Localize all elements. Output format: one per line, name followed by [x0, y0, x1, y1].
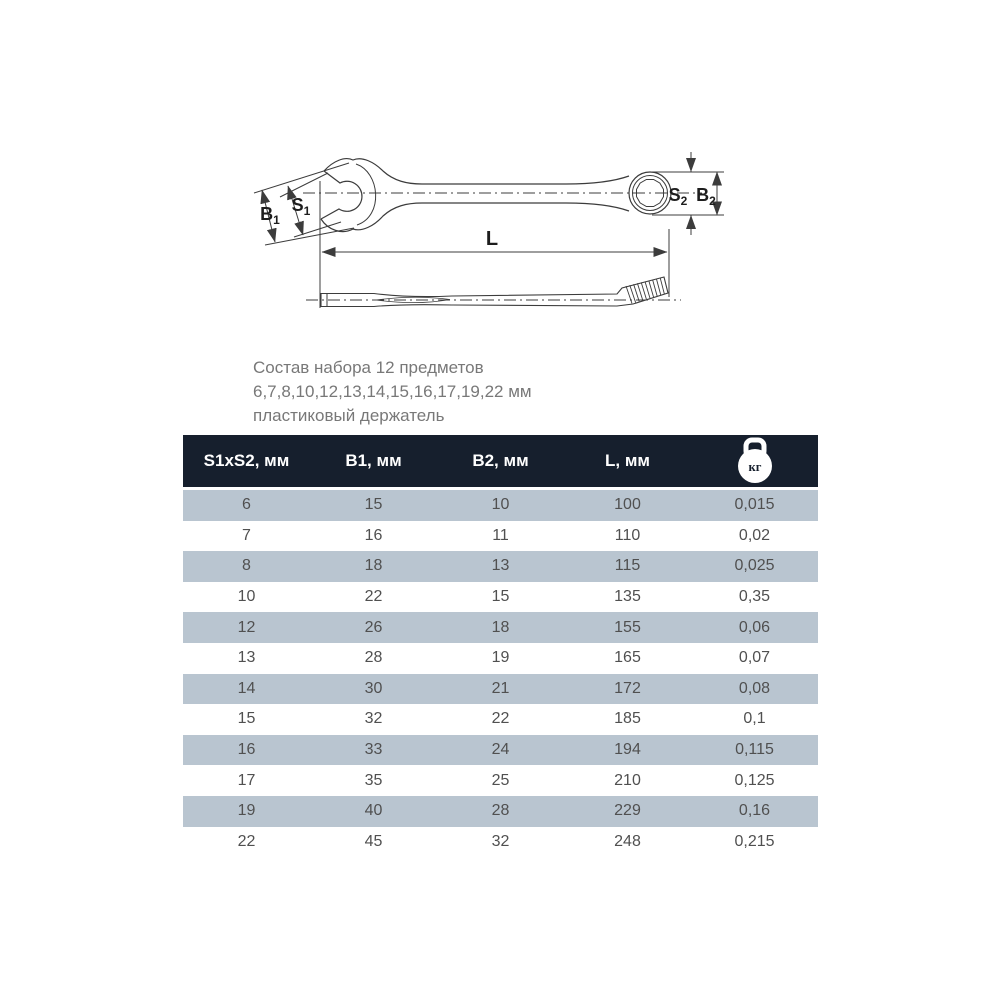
table-cell: 18: [491, 618, 510, 636]
table-cell: 45: [364, 832, 383, 850]
table-row: [183, 521, 818, 552]
wrench-dimension-diagram: [0, 0, 1000, 340]
table-cell: 22: [491, 710, 510, 728]
table-cell: 15: [237, 710, 256, 728]
table-cell: 15: [364, 496, 383, 514]
table-cell: 15: [491, 588, 510, 606]
s1-label: $S_1$: [291, 195, 311, 218]
wrench-top-view: [303, 159, 702, 232]
table-row: [183, 735, 818, 766]
table-cell: 14: [237, 679, 256, 697]
col-header-b1: B1, мм: [345, 451, 402, 470]
table-cell: 6: [242, 496, 251, 514]
kettlebell-icon: [732, 437, 778, 485]
wrench-side-view: [306, 277, 681, 307]
table-cell: 24: [491, 741, 510, 759]
table-cell: 28: [364, 649, 383, 667]
table-cell: 172: [614, 679, 641, 697]
b2-label: $B_2$: [696, 185, 716, 208]
set-description: [253, 356, 532, 428]
table-cell: 135: [614, 588, 641, 606]
table-cell: 26: [364, 618, 383, 636]
table-cell: 0,1: [743, 710, 766, 728]
table-row: [183, 827, 818, 858]
table-cell: 0,215: [734, 832, 775, 850]
table-row: [183, 674, 818, 705]
table-cell: 155: [614, 618, 641, 636]
table-cell: 210: [614, 771, 641, 789]
table-row: [183, 704, 818, 735]
table-cell: 16: [364, 526, 383, 544]
table-cell: 185: [614, 710, 641, 728]
col-header-b2: B2, мм: [472, 451, 529, 470]
set-description-line3: пластиковый держатель: [253, 406, 445, 425]
table-cell: 13: [237, 649, 256, 667]
table-body: [183, 490, 818, 857]
table-cell: 12: [237, 618, 256, 636]
col-header-l: L, мм: [605, 451, 650, 470]
col-header-weight: [691, 437, 818, 485]
table-cell: 115: [614, 557, 641, 575]
table-cell: 0,08: [738, 679, 771, 697]
table-cell: 7: [242, 526, 251, 544]
table-cell: 110: [614, 526, 641, 544]
weight-unit-label: кг: [748, 460, 761, 474]
spec-table: [183, 435, 818, 857]
b1-label: $B_1$: [260, 204, 280, 227]
set-description-line2: 6,7,8,10,12,13,14,15,16,17,19,22 мм: [253, 382, 532, 401]
s2-label: $S_2$: [668, 185, 688, 208]
table-row: [183, 796, 818, 827]
table-cell: 22: [237, 832, 256, 850]
table-cell: 165: [614, 649, 641, 667]
table-cell: 25: [491, 771, 510, 789]
table-cell: 100: [614, 496, 641, 514]
table-cell: 0,16: [738, 802, 771, 820]
table-cell: 13: [491, 557, 510, 575]
table-cell: 10: [491, 496, 510, 514]
table-cell: 194: [614, 741, 641, 759]
table-row: [183, 490, 818, 521]
table-cell: 248: [614, 832, 641, 850]
table-cell: 0,06: [738, 618, 771, 636]
table-cell: 32: [491, 832, 510, 850]
table-cell: 0,115: [735, 741, 774, 759]
table-row: [183, 582, 818, 613]
table-cell: 28: [491, 802, 510, 820]
set-description-line1: Состав набора 12 предметов: [253, 358, 484, 377]
table-cell: 11: [492, 526, 509, 544]
table-cell: 35: [364, 771, 383, 789]
col-header-s1xs2: S1xS2, мм: [203, 451, 290, 470]
table-cell: 0,35: [738, 588, 771, 606]
table-cell: 8: [242, 557, 251, 575]
table-cell: 0,025: [734, 557, 775, 575]
table-cell: 0,02: [738, 526, 771, 544]
table-row: [183, 765, 818, 796]
table-cell: 0,015: [734, 496, 775, 514]
l-label: L: [485, 228, 499, 250]
table-cell: 0,07: [738, 649, 771, 667]
table-cell: 40: [364, 802, 383, 820]
table-cell: 32: [364, 710, 383, 728]
table-cell: 21: [491, 679, 510, 697]
table-row: [183, 612, 818, 643]
table-cell: 22: [364, 588, 383, 606]
table-row: [183, 643, 818, 674]
table-cell: 18: [364, 557, 383, 575]
table-cell: 19: [491, 649, 510, 667]
table-cell: 10: [237, 588, 256, 606]
table-cell: 229: [614, 802, 641, 820]
table-cell: 0,125: [734, 771, 775, 789]
table-cell: 30: [364, 679, 383, 697]
table-cell: 19: [237, 802, 256, 820]
table-row: [183, 551, 818, 582]
table-header-row: [183, 435, 818, 490]
table-cell: 17: [237, 771, 256, 789]
table-cell: 16: [237, 741, 256, 759]
table-cell: 33: [364, 741, 383, 759]
